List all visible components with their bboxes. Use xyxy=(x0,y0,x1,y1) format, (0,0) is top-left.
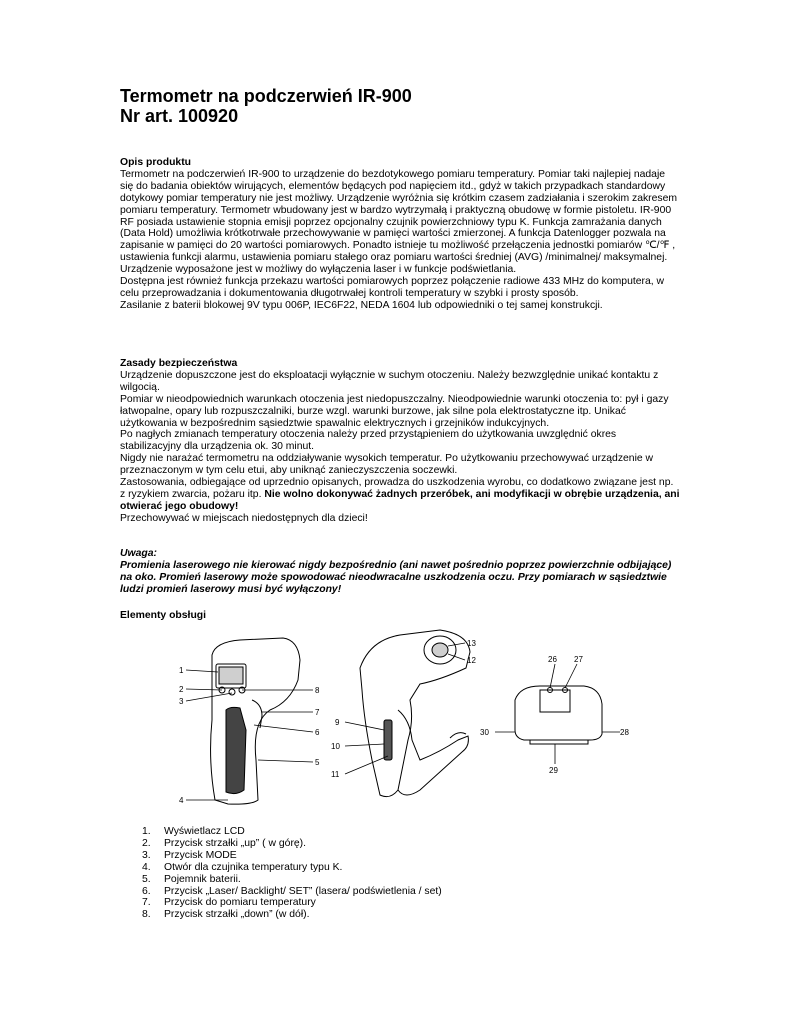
callout-8: 8 xyxy=(315,686,320,695)
uwaga-text: Promienia laserowego nie kierować nigdy bezpośrednio (ani nawet pośrednio poprzez powierzchnie odbijające) na oko. Promień laserowy może spowodować nieodwracalne uszkodzenia oczu. Przy pomiarach w sąsiedztwie ludzi promień laserowy musi być wyłączony! xyxy=(120,559,672,595)
list-item: 3. Przycisk MODE xyxy=(142,849,237,861)
callout-6: 6 xyxy=(315,728,320,737)
list-item: 4. Otwór dla czujnika temperatury typu K. xyxy=(142,861,343,873)
title-line-1: Termometr na podczerwień IR-900 xyxy=(120,86,412,106)
zasady-paragraph-6: Przechowywać w miejscach niedostępnych dla dzieci! xyxy=(120,512,368,524)
callout-leader-lines xyxy=(186,643,620,800)
zasady-paragraph-4: Nigdy nie narażać termometru na oddziaływanie wysokich temperatur. Po użytkowaniu przechowywać urządzenie w przeznaczonym w tym celu etui, aby uniknąć zanieczyszczenia soczewki. xyxy=(120,453,654,477)
callout-4: 4 xyxy=(179,796,184,805)
opis-heading: Opis produktu xyxy=(120,157,191,168)
callout-28: 28 xyxy=(620,728,629,737)
callout-11: 11 xyxy=(331,770,340,779)
opis-paragraph-2: Dostępna jest również funkcja przekazu wartości pomiarowych poprzez połączenie radiowe 433 MHz do komputera, w celu przeprowadzania i dokumentowania długotrwałej kontroli temperatury w szybki i prosty sposób. xyxy=(120,276,665,299)
zasady-p5-normal: Zastosowania, odbiegające od uprzednio opisanych, prowadza do uszkodzenia wyrobu, co dodatkowo związane jest np. z ryzykiem zwarcia, pożaru itp. xyxy=(120,477,674,500)
callout-30: 30 xyxy=(480,728,489,737)
list-item: 6. Przycisk „Laser/ Backlight/ SET” (lasera/ podświetlenia / set) xyxy=(142,885,442,897)
list-item: 1. Wyświetlacz LCD xyxy=(142,826,245,837)
list-item: 5. Pojemnik baterii. xyxy=(142,873,241,885)
callout-10: 10 xyxy=(331,742,340,751)
callout-27: 27 xyxy=(574,655,583,664)
bottom-view-drawing xyxy=(515,686,602,744)
elementy-heading: Elementy obsługi xyxy=(120,610,207,621)
side-view-drawing xyxy=(360,630,470,797)
callout-2: 2 xyxy=(179,685,184,694)
callout-1: 1 xyxy=(179,666,184,675)
zasady-paragraph-1: Urządzenie dopuszczone jest do eksploatacji wyłącznie w suchym otoczeniu. Należy bezwzględnie unikać kontaktu z wilgocią. xyxy=(120,369,659,393)
controls-list xyxy=(142,826,442,921)
uwaga-heading: Uwaga: xyxy=(120,548,157,559)
callout-29: 29 xyxy=(549,766,558,775)
callout-5: 5 xyxy=(315,758,320,767)
zasady-paragraph-2: Pomiar w nieodpowiednich warunkach otoczenia jest niedopuszczalny. Nieodpowiednie warunki otoczenia to: pył i gazy łatwopalne, opary lub rozpuszczalniki, burze wzgl. warunki burzowe, jak silne pola elektrostatyczne itp. Unikać użytkowania w bezpośrednim sąsiedztwie spawalnic elektrycznych i grzejników indukcyjnych. xyxy=(120,393,669,429)
callout-3: 3 xyxy=(179,697,184,706)
opis-paragraph-3: Zasilanie z baterii blokowej 9V typu 006P, IEC6F22, NEDA 1604 lub odpowiedniki o tej samej konstrukcji. xyxy=(120,299,603,311)
callout-26: 26 xyxy=(548,655,557,664)
title-line-2: Nr art. 100920 xyxy=(120,106,239,126)
list-item: 2. Przycisk strzałki „up” ( w górę). xyxy=(142,837,307,849)
list-item: 8. Przycisk strzałki „down” (w dół). xyxy=(142,909,310,921)
list-item: 7. Przycisk do pomiaru temperatury xyxy=(142,897,316,909)
zasady-paragraph-3: Po nagłych zmianach temperatury otoczenia należy przed przystąpieniem do użytkowania uwzględnić okres stabilizacyjny dla urządzenia ok. 30 minut. xyxy=(120,429,617,453)
zasady-heading: Zasady bezpieczeństwa xyxy=(120,358,238,369)
opis-paragraph-1: Termometr na podczerwień IR-900 to urządzenie do bezdotykowego pomiaru temperatury. Pomiar taki najlepiej nadaje się do badania obiektów wirujących, elementów będących pod napięciem itd., gdyż w takich przypadkach standardowy dotykowy pomiar temperatury nie jest możliwy. Urządzenie wyróżnia się krótkim czasem zadziałania i szerokim zakresem pomiaru temperatury. Termometr wbudowany jest w bardzo wytrzymałą i praktyczną obudowę w formie pistoletu. IR-900 RF posiada ustawienie stopnia emisji poprzez opcjonalny czujnik powierzchniowy typu K. Funkcja zamrażania danych (Data Hold) umożliwia krótkotrwałe przechowywanie w pamięci wartości zmierzonej. A funkcja Datenlogger pozwala na zapisanie w pamięci do 20 wartości pomiarowych. Ponadto istnieje tu możliwość przełączenia jednostki pomiarów ℃/℉ , ustawienia funkcji alarmu, ustawienia pomiaru stałego oraz pomiaru wartości średniej (AVG) /minimalnej/ maksymalnej. Urządzenie wyposażone jest w możliwy do wyłączenia laser i w funkcje podświetlania. xyxy=(120,168,678,276)
callout-9: 9 xyxy=(335,718,340,727)
callout-7: 7 xyxy=(315,708,320,717)
callout-13: 13 xyxy=(467,639,476,648)
front-view-drawing xyxy=(211,638,300,804)
callout-12: 12 xyxy=(467,656,476,665)
zasady-p5-bold: Nie wolno dokonywać żadnych przeróbek, ani modyfikacji w obrębie urządzenia, ani otwierać jego obudowy! xyxy=(120,488,680,512)
